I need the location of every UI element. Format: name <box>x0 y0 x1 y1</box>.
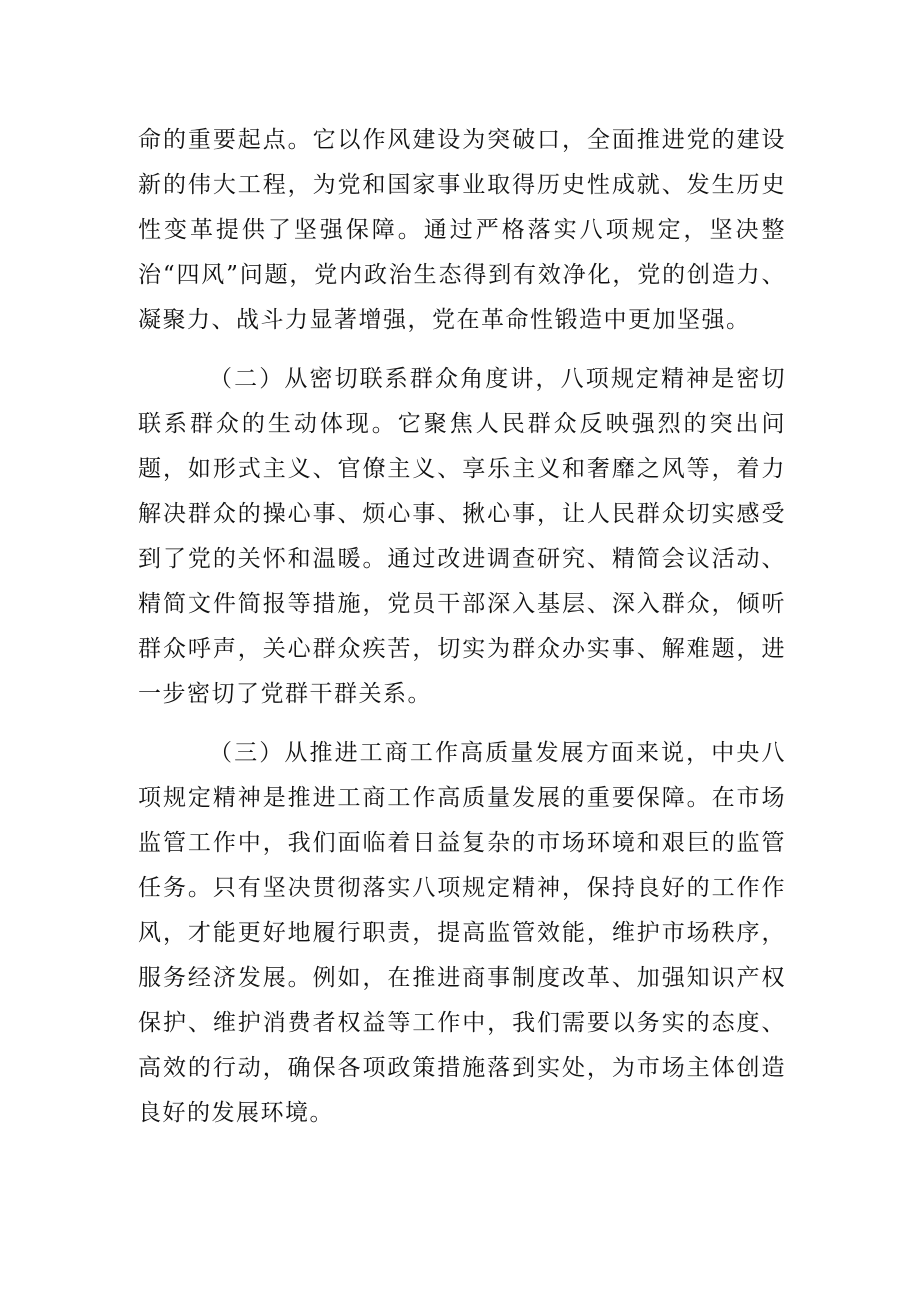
paragraph-section-three: （三）从推进工商工作高质量发展方面来说，中央八项规定精神是推进工商工作高质量发展的重要保障。在市场监管工作中，我们面临着日益复杂的市场环境和艰巨的监管任务。只有坚决贯彻落实八项规定精神，保持良好的工作作风，才能更好地履行职责，提高监管效能，维护市场秩序，服务经济发展。例如，在推进商事制度改革、加强知识产权保护、维护消费者权益等工作中，我们需要以务实的态度、高效的行动，确保各项政策措施落到实处，为市场主体创造良好的发展环境。 <box>138 740 786 1126</box>
document-body <box>138 118 786 1150</box>
paragraph-section-two: （二）从密切联系群众角度讲，八项规定精神是密切联系群众的生动体现。它聚焦人民群众反映强烈的突出问题，如形式主义、官僚主义、享乐主义和奢靡之风等，着力解决群众的操心事、烦心事、揪心事，让人民群众切实感受到了党的关怀和温暖。通过改进调查研究、精简会议活动、精简文件简报等措施，党员干部深入基层、深入群众，倾听群众呼声，关心群众疾苦，切实为群众办实事、解难题，进一步密切了党群干群关系。 <box>138 366 786 707</box>
paragraph-continuation: 命的重要起点。它以作风建设为突破口，全面推进党的建设新的伟大工程，为党和国家事业取得历史性成就、发生历史性变革提供了坚强保障。通过严格落实八项规定，坚决整治“四风”问题，党内政治生态得到有效净化，党的创造力、凝聚力、战斗力显著增强，党在革命性锻造中更加坚强。 <box>138 127 786 333</box>
